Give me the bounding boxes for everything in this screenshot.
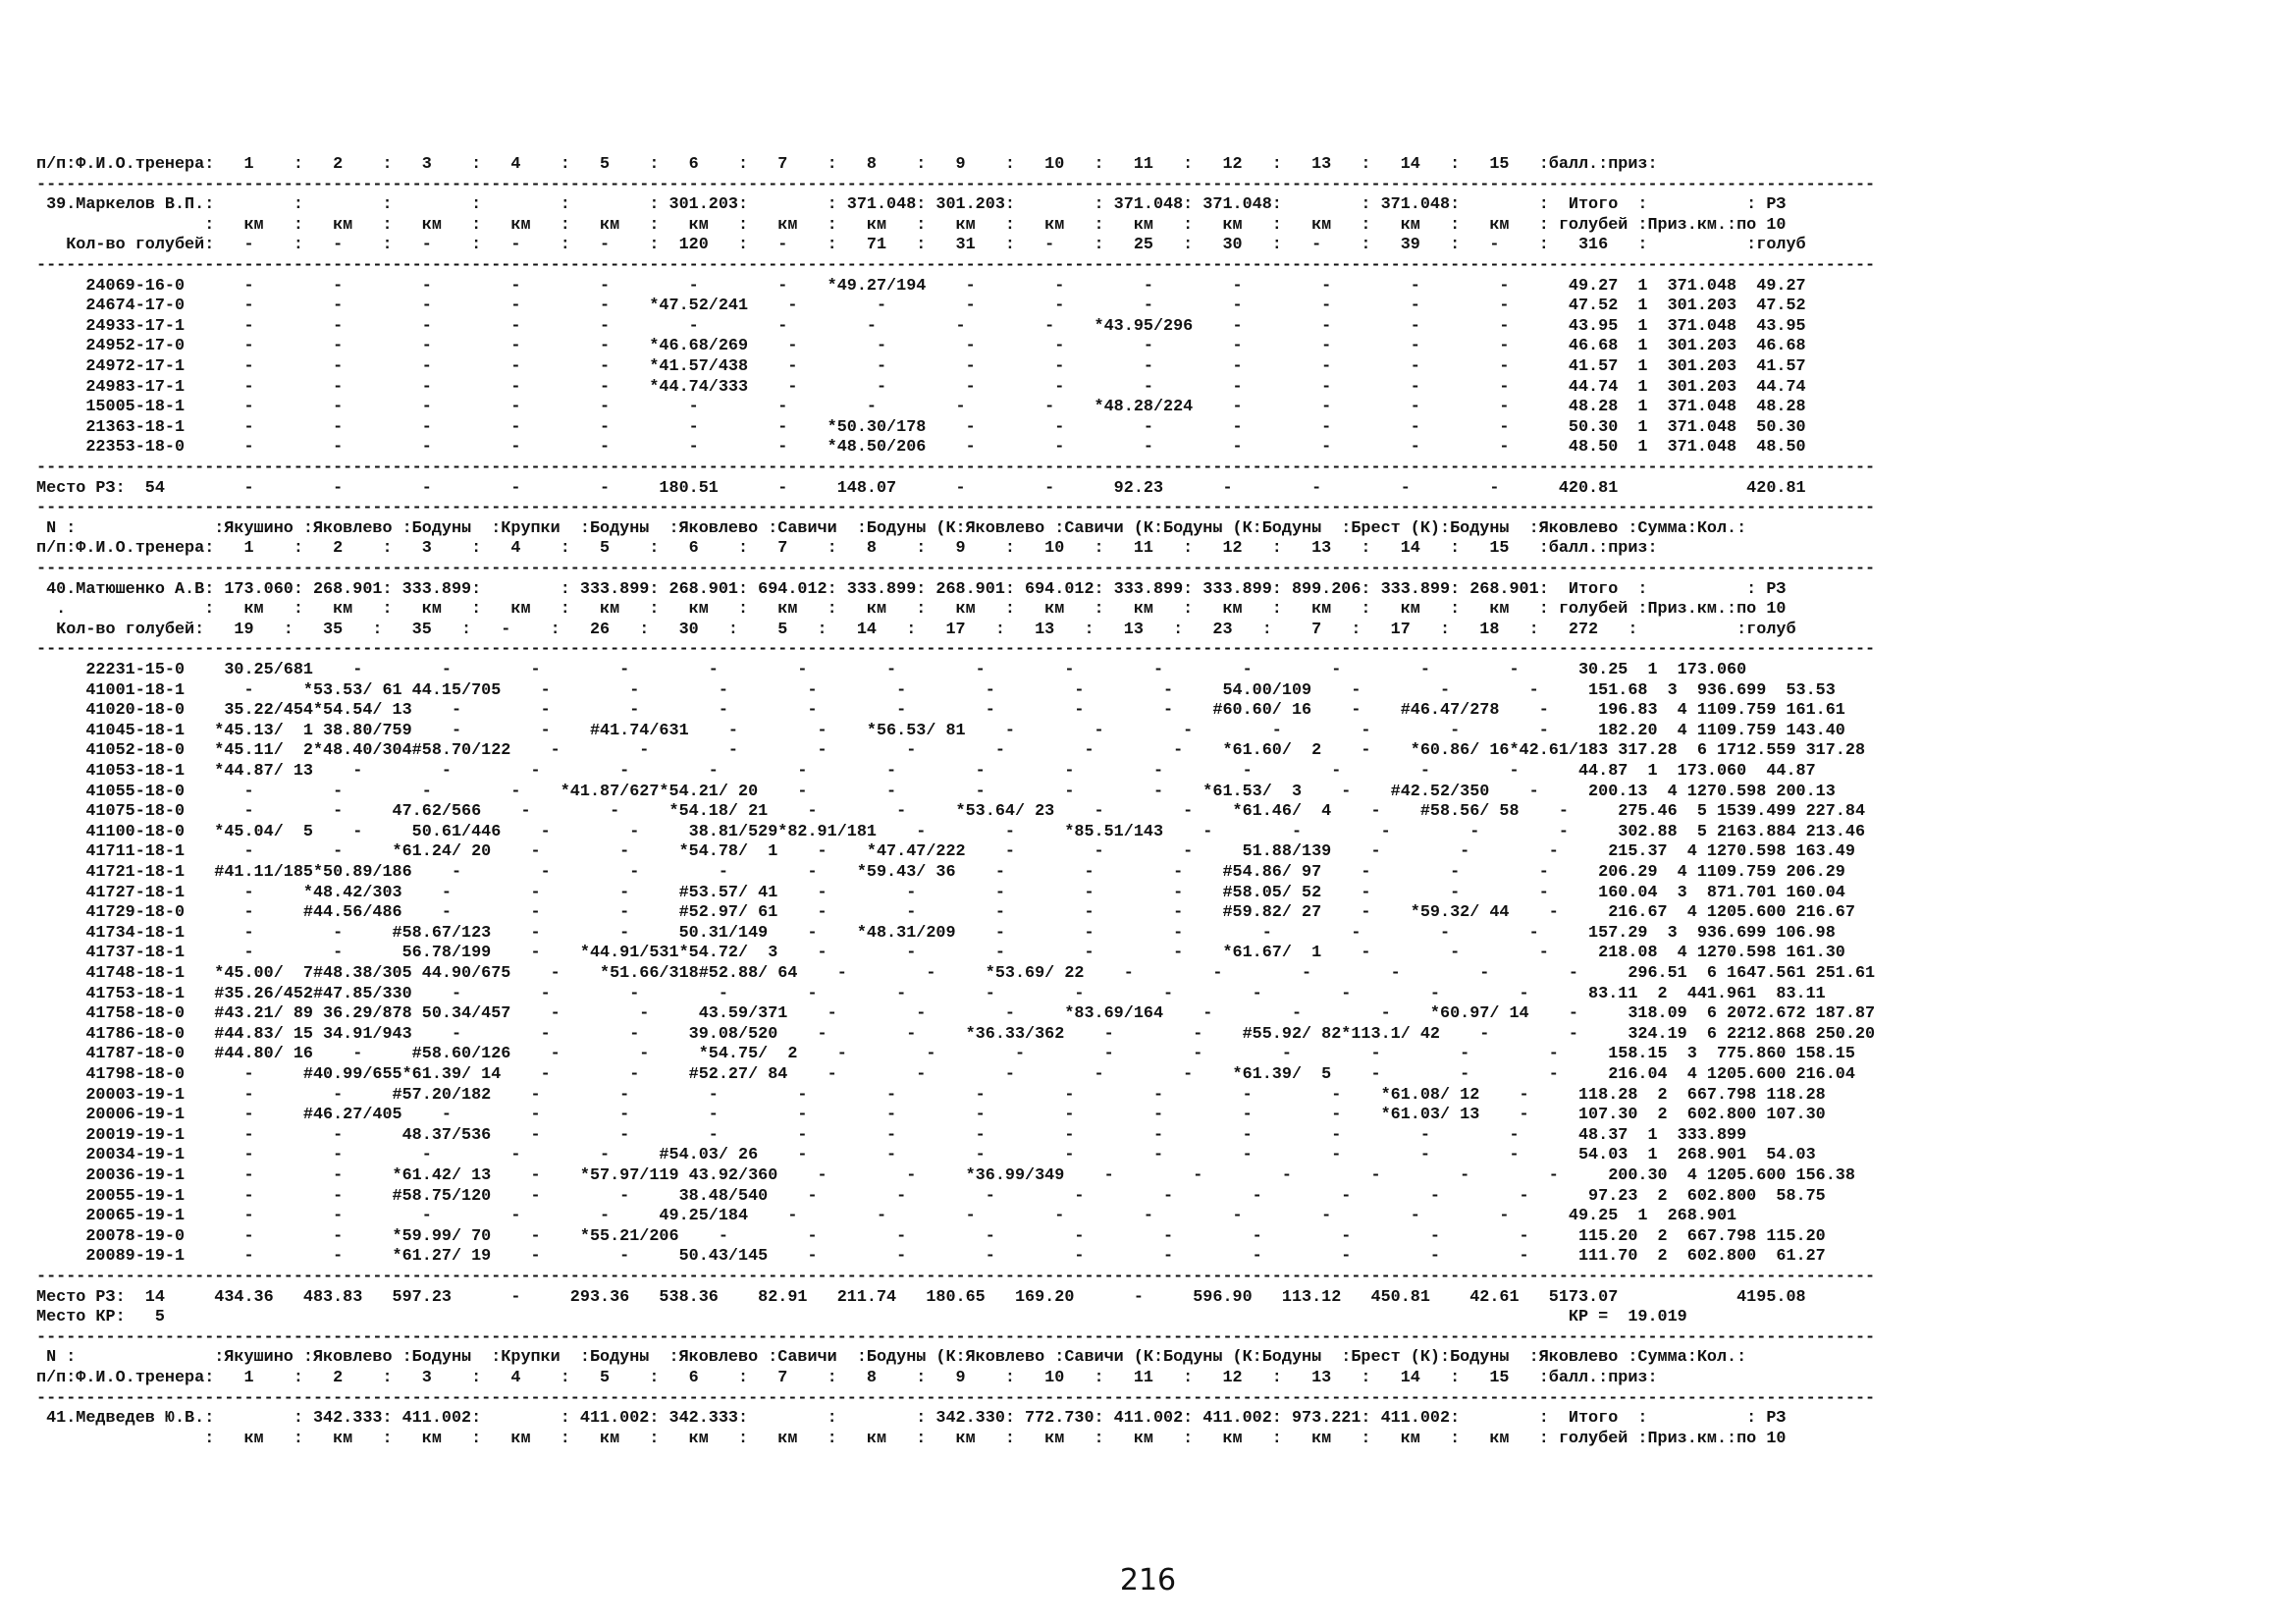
separator-rule: ------------------------------------------------------------------------------------------------------------------------------------------------------------------------------------------ bbox=[36, 640, 1876, 660]
table-line: N : :Якушино :Яковлево :Бодуны :Крупки :Бодуны :Яковлево :Савичи :Бодуны (К:Яковлево :Савичи (К:Бодуны (К:Бодуны :Брест (К):Бодуны :Яковлево :Сумма:Кол.: bbox=[36, 518, 1747, 538]
table-line: 20089-19-1 - - *61.27/ 19 - - 50.43/145 - - - - - - - - - 111.70 2 602.800 61.27 bbox=[36, 1247, 1826, 1267]
table-line: 20003-19-1 - - #57.20/182 - - - - - - - - - - *61.08/ 12 - 118.28 2 667.798 118.28 bbox=[36, 1085, 1826, 1105]
table-line: 41748-18-1 *45.00/ 7#48.38/305 44.90/675 - *51.66/318#52.88/ 64 - - *53.69/ 22 - - - - - - 296.51 6 1647.561 251.61 bbox=[36, 964, 1876, 983]
table-line: 20065-19-1 - - - - - 49.25/184 - - - - - - - - - 49.25 1 268.901 bbox=[36, 1207, 1737, 1226]
table-line: 20006-19-1 - #46.27/405 - - - - - - - - - - - *61.03/ 13 - 107.30 2 602.800 107.30 bbox=[36, 1106, 1826, 1125]
table-line: 24674-17-0 - - - - - *47.52/241 - - - - - - - - - 47.52 1 301.203 47.52 bbox=[36, 297, 1806, 316]
table-line: Кол-во голубей: 19 : 35 : 35 : - : 26 : 30 : 5 : 14 : 17 : 13 : 13 : 23 : 7 : 17 : 18 : 272 : :голуб bbox=[36, 620, 1796, 639]
separator-rule: ------------------------------------------------------------------------------------------------------------------------------------------------------------------------------------------ bbox=[36, 1327, 1876, 1347]
table-line: 24952-17-0 - - - - - *46.68/269 - - - - - - - - - 46.68 1 301.203 46.68 bbox=[36, 337, 1806, 356]
table-line: 41734-18-1 - - #58.67/123 - - 50.31/149 - *48.31/209 - - - - - - - 157.29 3 936.699 106.98 bbox=[36, 923, 1836, 943]
table-line: 41075-18-0 - - 47.62/566 - - *54.18/ 21 - - *53.64/ 23 - - *61.46/ 4 - #58.56/ 58 - 275.46 5 1539.499 227.84 bbox=[36, 802, 1866, 822]
table-line: Место КР: 5 КР = 19.019 bbox=[36, 1308, 1687, 1327]
table-line: 39.Маркелов В.П.: : : : : : 301.203: : 371.048: 301.203: : 371.048: 371.048: : 371.048: : Итого : : РЗ bbox=[36, 195, 1787, 215]
table-line: : км : км : км : км : км : км : км : км : км : км : км : км : км : км : км : голубей :Приз.км.:по 10 bbox=[36, 215, 1787, 235]
table-line: 41727-18-1 - *48.42/303 - - - #53.57/ 41 - - - - - #58.05/ 52 - - - 160.04 3 871.701 160.04 bbox=[36, 883, 1845, 902]
table-line: 41787-18-0 #44.80/ 16 - #58.60/126 - - *54.75/ 2 - - - - - - - - - 158.15 3 775.860 158.15 bbox=[36, 1045, 1855, 1064]
table-line: N : :Якушино :Яковлево :Бодуны :Крупки :Бодуны :Яковлево :Савичи :Бодуны (К:Яковлево :Савичи (К:Бодуны (К:Бодуны :Брест (К):Бодуны :Яковлево :Сумма:Кол.: bbox=[36, 1348, 1747, 1368]
table-line: 24983-17-1 - - - - - *44.74/333 - - - - - - - - - 44.74 1 301.203 44.74 bbox=[36, 377, 1806, 397]
table-line: 41001-18-1 - *53.53/ 61 44.15/705 - - - - - - - - 54.00/109 - - - 151.68 3 936.699 53.53 bbox=[36, 680, 1836, 700]
table-line: Кол-во голубей: - : - : - : - : - : 120 : - : 71 : 31 : - : 25 : 30 : - : 39 : - : 316 : :голуб bbox=[36, 236, 1806, 255]
table-line: 21363-18-1 - - - - - - - *50.30/178 - - - - - - - 50.30 1 371.048 50.30 bbox=[36, 417, 1806, 437]
page-number: 216 bbox=[1119, 1563, 1177, 1597]
table-line: 41020-18-0 35.22/454*54.54/ 13 - - - - - - - - - #60.60/ 16 - #46.47/278 - 196.83 4 1109.759 161.61 bbox=[36, 701, 1845, 721]
table-line: 41055-18-0 - - - - *41.87/627*54.21/ 20 - - - - - *61.53/ 3 - #42.52/350 - 200.13 4 1270.598 200.13 bbox=[36, 782, 1836, 801]
table-line: 24069-16-0 - - - - - - - *49.27/194 - - - - - - - 49.27 1 371.048 49.27 bbox=[36, 276, 1806, 296]
separator-rule: ------------------------------------------------------------------------------------------------------------------------------------------------------------------------------------------ bbox=[36, 256, 1876, 275]
table-line: 20078-19-0 - - *59.99/ 70 - *55.21/206 - - - - - - - - - - 115.20 2 667.798 115.20 bbox=[36, 1226, 1826, 1246]
table-line: Место РЗ: 54 - - - - - 180.51 - 148.07 - - 92.23 - - - - 420.81 420.81 bbox=[36, 478, 1806, 498]
table-line: 41758-18-0 #43.21/ 89 36.29/878 50.34/457 - - 43.59/371 - - - *83.69/164 - - - *60.97/ 14 - 318.09 6 2072.672 187.87 bbox=[36, 1004, 1876, 1024]
table-line: 41786-18-0 #44.83/ 15 34.91/943 - - - 39.08/520 - - *36.33/362 - - #55.92/ 82*113.1/ 42 - - 324.19 6 2212.868 250.20 bbox=[36, 1024, 1876, 1044]
separator-rule: ------------------------------------------------------------------------------------------------------------------------------------------------------------------------------------------ bbox=[36, 1268, 1876, 1286]
separator-rule: ------------------------------------------------------------------------------------------------------------------------------------------------------------------------------------------ bbox=[36, 560, 1876, 578]
table-line: 15005-18-1 - - - - - - - - - - *48.28/224 - - - - 48.28 1 371.048 48.28 bbox=[36, 398, 1806, 417]
table-line: 20019-19-1 - - 48.37/536 - - - - - - - - - - - - 48.37 1 333.899 bbox=[36, 1125, 1747, 1145]
separator-rule: ------------------------------------------------------------------------------------------------------------------------------------------------------------------------------------------ bbox=[36, 499, 1876, 518]
table-line: . : км : км : км : км : км : км : км : км : км : км : км : км : км : км : км : голубей :Приз.км.:по 10 bbox=[36, 600, 1787, 620]
table-line: : км : км : км : км : км : км : км : км : км : км : км : км : км : км : км : голубей :Приз.км.:по 10 bbox=[36, 1429, 1787, 1448]
table-line: 20036-19-1 - - *61.42/ 13 - *57.97/119 43.92/360 - - *36.99/349 - - - - - - 200.30 4 1205.600 156.38 bbox=[36, 1166, 1855, 1185]
table-line: 40.Матюшенко А.В: 173.060: 268.901: 333.899: : 333.899: 268.901: 694.012: 333.899: 268.901: 694.012: 333.899: 333.899: 899.206: 333.899: 268.901: Итого : : РЗ bbox=[36, 579, 1787, 599]
table-line: 24933-17-1 - - - - - - - - - - *43.95/296 - - - - 43.95 1 371.048 43.95 bbox=[36, 316, 1806, 336]
table-line: 41711-18-1 - - *61.24/ 20 - - *54.78/ 1 - *47.47/222 - - - 51.88/139 - - - 215.37 4 1270.598 163.49 bbox=[36, 842, 1855, 862]
separator-rule: ------------------------------------------------------------------------------------------------------------------------------------------------------------------------------------------ bbox=[36, 459, 1876, 477]
table-line: Место РЗ: 14 434.36 483.83 597.23 - 293.36 538.36 82.91 211.74 180.65 169.20 - 596.90 113.12 450.81 42.61 5173.07 4195.08 bbox=[36, 1287, 1806, 1307]
table-line: п/п:Ф.И.О.тренера: 1 : 2 : 3 : 4 : 5 : 6 : 7 : 8 : 9 : 10 : 11 : 12 : 13 : 14 : 15 :балл.:приз: bbox=[36, 155, 1658, 174]
table-line: 41052-18-0 *45.11/ 2*48.40/304#58.70/122 - - - - - - - - *61.60/ 2 - *60.86/ 16*42.61/183 317.28 6 1712.559 317.28 bbox=[36, 741, 1866, 761]
table-line: 41053-18-1 *44.87/ 13 - - - - - - - - - - - - - - 44.87 1 173.060 44.87 bbox=[36, 762, 1816, 781]
table-line: п/п:Ф.И.О.тренера: 1 : 2 : 3 : 4 : 5 : 6 : 7 : 8 : 9 : 10 : 11 : 12 : 13 : 14 : 15 :балл.:приз: bbox=[36, 539, 1658, 559]
separator-rule: ------------------------------------------------------------------------------------------------------------------------------------------------------------------------------------------ bbox=[36, 1388, 1876, 1408]
table-line: 41721-18-1 #41.11/185*50.89/186 - - - - - *59.43/ 36 - - - #54.86/ 97 - - - 206.29 4 1109.759 206.29 bbox=[36, 863, 1845, 882]
table-line: 20034-19-1 - - - - - #54.03/ 26 - - - - - - - - - 54.03 1 268.901 54.03 bbox=[36, 1146, 1816, 1165]
table-line: 22231-15-0 30.25/681 - - - - - - - - - - - - - - 30.25 1 173.060 bbox=[36, 661, 1747, 679]
table-line: 41100-18-0 *45.04/ 5 - 50.61/446 - - 38.81/529*82.91/181 - - *85.51/143 - - - - - 302.88 5 2163.884 213.46 bbox=[36, 822, 1866, 841]
table-line: 20055-19-1 - - #58.75/120 - - 38.48/540 - - - - - - - - - 97.23 2 602.800 58.75 bbox=[36, 1186, 1826, 1206]
table-line: 41798-18-0 - #40.99/655*61.39/ 14 - - #52.27/ 84 - - - - - *61.39/ 5 - - - 216.04 4 1205.600 216.04 bbox=[36, 1065, 1855, 1084]
table-line: 41.Медведев Ю.В.: : 342.333: 411.002: : 411.002: 342.333: : : 342.330: 772.730: 411.002: 411.002: 973.221: 411.002: : Итого : : РЗ bbox=[36, 1409, 1787, 1429]
table-line: 41753-18-1 #35.26/452#47.85/330 - - - - - - - - - - - - - 83.11 2 441.961 83.11 bbox=[36, 984, 1826, 1003]
separator-rule: ------------------------------------------------------------------------------------------------------------------------------------------------------------------------------------------ bbox=[36, 175, 1876, 194]
table-line: 22353-18-0 - - - - - - - *48.50/206 - - - - - - - 48.50 1 371.048 48.50 bbox=[36, 438, 1806, 458]
table-line: п/п:Ф.И.О.тренера: 1 : 2 : 3 : 4 : 5 : 6 : 7 : 8 : 9 : 10 : 11 : 12 : 13 : 14 : 15 :балл.:приз: bbox=[36, 1369, 1658, 1387]
table-line: 24972-17-1 - - - - - *41.57/438 - - - - - - - - - 41.57 1 301.203 41.57 bbox=[36, 357, 1806, 376]
table-line: 41045-18-1 *45.13/ 1 38.80/759 - - #41.74/631 - - *56.53/ 81 - - - - - - - 182.20 4 1109.759 143.40 bbox=[36, 721, 1845, 740]
table-line: 41737-18-1 - - 56.78/199 - *44.91/531*54.72/ 3 - - - - - *61.67/ 1 - - - 218.08 4 1270.598 161.30 bbox=[36, 944, 1845, 963]
table-line: 41729-18-0 - #44.56/486 - - - #52.97/ 61 - - - - - #59.82/ 27 - *59.32/ 44 - 216.67 4 1205.600 216.67 bbox=[36, 903, 1855, 923]
